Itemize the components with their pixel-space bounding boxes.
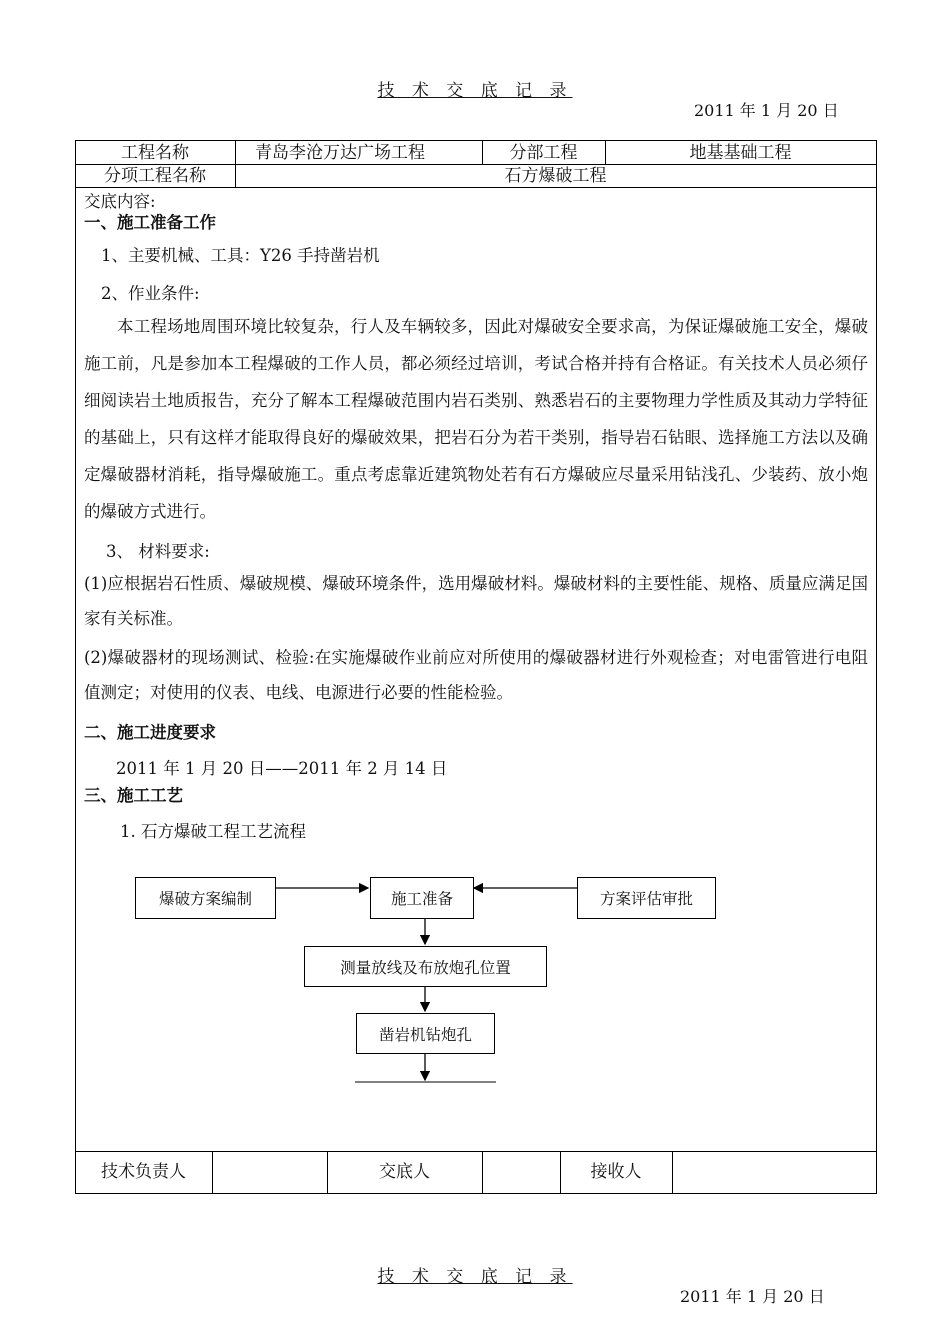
conditions-paragraph: 本工程场地周围环境比较复杂，行人及车辆较多，因此对爆破安全要求高，为保证爆破施工安全，爆破施工前，凡是参加本工程爆破的工作人员，都必须经过培训，考试合格并持有合格证。有关技术人员必须仔细阅读岩土地质报告，充分了解本工程爆破范围内岩石类别、熟悉岩石的主要物理力学性质及其动力学特征的基础上，只有这样才能取得良好的爆破效果，把岩石分为若干类别，指导岩石钻眼、选择施工方法以及确定爆破器材消耗，指导爆破施工。重点考虑靠近建筑物处若有石方爆破应尽量采用钻浅孔、少装药、放小炮的爆破方式进行。 [84, 317, 868, 521]
section-heading: 一、施工准备工作 [84, 213, 216, 232]
discloser-label: 交底人 [379, 1162, 430, 1182]
flow-box-plan-approval: 方案评估审批 [577, 877, 716, 919]
schedule-text: 2011 年 1 月 20 日——2011 年 2 月 14 日 [116, 759, 448, 778]
requirement-1: (1)应根据岩石性质、爆破规模、爆破环境条件，选用爆破材料。爆破材料的主要性能、规格、质量应满足国家有关标准。 [84, 574, 868, 628]
flow-box-survey-layout: 测量放线及布放炮孔位置 [304, 946, 547, 987]
item-materials: 3、 材料要求: [106, 542, 210, 561]
next-page-date: 2011 年 1 月 20 日 [680, 1287, 825, 1306]
item-machinery: 1、主要机械、工具：Y26 手持凿岩机 [101, 246, 380, 265]
table-col-divider [482, 1151, 483, 1193]
next-page-title: 技 术 交 底 记 录 [377, 1267, 573, 1287]
flow-box-drill-holes: 凿岩机钻炮孔 [356, 1013, 495, 1054]
subitem-value: 石方爆破工程 [504, 166, 607, 186]
section-heading: 二、施工进度要求 [84, 723, 216, 742]
division-label: 分部工程 [509, 143, 578, 163]
tech-lead-label: 技术负责人 [101, 1162, 186, 1182]
subitem-label: 分项工程名称 [104, 166, 206, 186]
process-title: 1. 石方爆破工程工艺流程 [120, 822, 306, 841]
table-col-divider [212, 1151, 213, 1193]
table-col-divider [672, 1151, 673, 1193]
division-value: 地基基础工程 [689, 143, 792, 163]
project-name-label: 工程名称 [121, 143, 189, 163]
project-name-value: 青岛李沧万达广场工程 [255, 143, 425, 163]
content-intro: 交底内容: [84, 192, 156, 211]
page-title: 技 术 交 底 记 录 [377, 81, 573, 101]
requirement-2: (2)爆破器材的现场测试、检验:在实施爆破作业前应对所使用的爆破器材进行外观检查；对电雷管进行电阻值测定；对使用的仪表、电线、电源进行必要的性能检验。 [84, 648, 868, 702]
flow-box-construction-prep: 施工准备 [370, 877, 474, 919]
section-heading: 三、施工工艺 [84, 786, 183, 805]
record-date: 2011 年 1 月 20 日 [694, 101, 839, 120]
receiver-label: 接收人 [590, 1162, 642, 1182]
item-conditions: 2、作业条件: [101, 284, 200, 303]
flow-box-blast-plan: 爆破方案编制 [135, 877, 276, 919]
